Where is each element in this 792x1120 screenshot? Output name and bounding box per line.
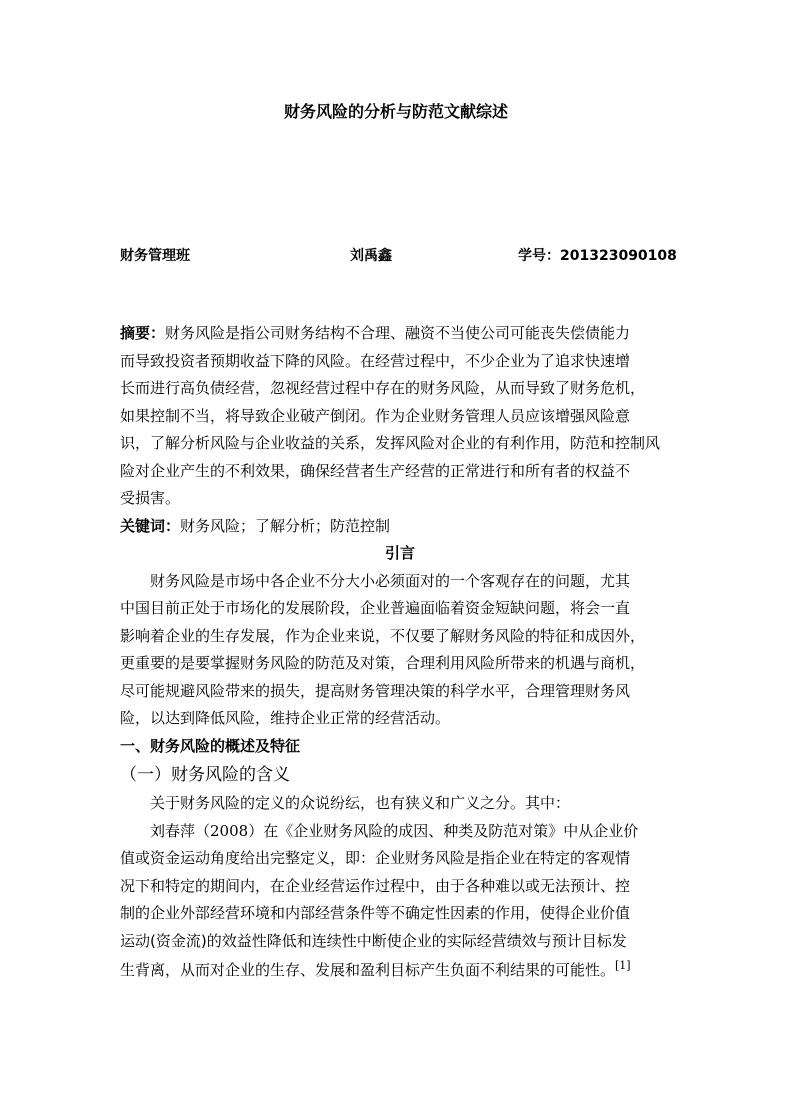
intro-line: 更重要的是要掌握财务风险的防范及对策，合理利用风险所带来的机遇与商机， — [120, 654, 646, 672]
abstract-label: 摘要： — [120, 324, 166, 342]
paragraph-line: 值或资金运动角度给出完整定义，即：企业财务风险是指企业在特定的客观情 — [120, 849, 631, 867]
keywords: 财务风险；了解分析；防范控制 — [180, 516, 391, 535]
abstract-line: 而导致投资者预期收益下降的风险。在经营过程中，不少企业为了追求快速增 — [120, 351, 631, 370]
intro-line: 尽可能规避风险带来的损失，提高财务管理决策的科学水平，合理管理财务风 — [120, 681, 631, 700]
subsection-heading: （一）财务风险的含义 — [120, 765, 290, 785]
year: 2008 — [210, 821, 249, 840]
intro-line: 财务风险是市场中各企业不分大小必须面对的一个客观存在的问题，尤其 — [150, 571, 631, 590]
abstract-line: 如果控制不当，将导致企业破产倒闭。作为企业财务管理人员应该增强风险意 — [120, 406, 631, 425]
abstract-block — [120, 320, 680, 986]
citation-marker: [1] — [615, 959, 631, 972]
section-heading: 一、财务风险的概述及特征 — [120, 736, 301, 755]
intro-line: 中国目前正处于市场化的发展阶段，企业普遍面临着资金短缺问题，将会一直 — [120, 599, 631, 617]
abstract-line: 摘要：财务风险是指公司财务结构不合理、融资不当使公司可能丧失偿债能力 — [120, 324, 631, 342]
author-name: 刘禹鑫 — [350, 248, 392, 264]
paragraph-line: 刘春萍（2008）在《企业财务风险的成因、种类及防范对策》中从企业价 — [150, 821, 639, 840]
document-title: 财务风险的分析与防范文献综述 — [283, 102, 508, 121]
intro-line: 影响着企业的生存发展，作为企业来说，不仅要了解财务风险的特征和成因外， — [120, 626, 646, 645]
class-name: 财务管理班 — [120, 248, 190, 264]
abstract-line: 识，了解分析风险与企业收益的关系，发挥风险对企业的有利作用，防范和控制风 — [120, 434, 661, 452]
paragraph-line: 生背离，从而对企业的生存、发展和盈利目标产生负面不利结果的可能性。[1] — [120, 959, 631, 979]
abstract-line: 险对企业产生的不利效果，确保经营者生产经营的正常进行和所有者的权益不 — [120, 461, 631, 480]
abstract-line: 长而进行高负债经营，忽视经营过程中存在的财务风险，从而导致了财务危机， — [120, 379, 646, 397]
paragraph-line: 况下和特定的期间内，在企业经营运作过程中，由于各种难以或无法预计、控 — [120, 876, 631, 895]
student-id: 学号：201323090108 — [518, 248, 677, 264]
keywords-label: 关键词： — [120, 516, 181, 535]
keywords-line — [120, 513, 680, 541]
paragraph-line: 制的企业外部经营环境和内部经营条件等不确定性因素的作用，使得企业价值 — [120, 904, 631, 922]
paragraph: 关于财务风险的定义的众说纷纭，也有狭义和广义之分。其中： — [150, 794, 571, 812]
intro-line: 险，以达到降低风险，维持企业正常的经营活动。 — [120, 709, 451, 727]
abstract-line: 受损害。 — [120, 489, 181, 507]
paragraph-line: 运动(资金流)的效益性降低和连续性中断使企业的实际经营绩效与预计目标发 — [120, 931, 627, 950]
intro-heading: 引言 — [384, 544, 415, 562]
